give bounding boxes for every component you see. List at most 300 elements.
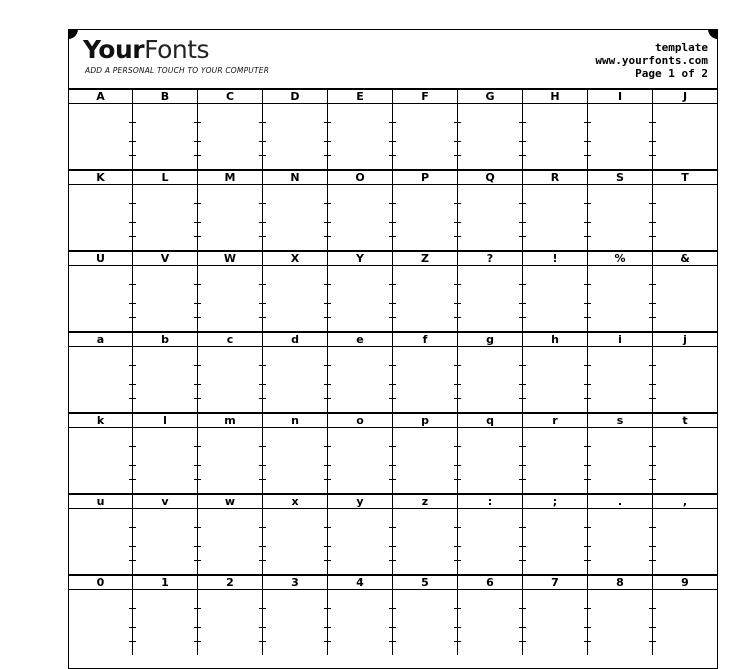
glyph-box	[197, 576, 262, 655]
guideline-tick	[519, 384, 526, 385]
glyph-box	[197, 252, 262, 331]
guideline-tick	[519, 222, 526, 223]
glyph-label: 4	[328, 576, 392, 590]
guideline-tick	[649, 122, 656, 123]
guideline-tick	[259, 465, 266, 466]
guideline-tick	[584, 608, 591, 609]
guideline-tick	[584, 222, 591, 223]
guideline-tick	[324, 608, 331, 609]
glyph-label: y	[328, 495, 392, 509]
glyph-label: e	[328, 333, 392, 347]
guideline-tick	[584, 641, 591, 642]
guideline-tick	[519, 641, 526, 642]
glyph-box	[327, 576, 392, 655]
glyph-label: 2	[198, 576, 262, 590]
guideline-tick	[194, 546, 201, 547]
guideline-tick	[454, 560, 461, 561]
sheet-header	[69, 30, 717, 88]
guideline-tick	[389, 608, 396, 609]
glyph-box	[587, 414, 652, 493]
guideline-tick	[649, 479, 656, 480]
glyph-label: n	[263, 414, 327, 428]
glyph-box	[69, 171, 132, 250]
guideline-tick	[454, 203, 461, 204]
guideline-tick	[259, 546, 266, 547]
glyph-box	[197, 495, 262, 574]
glyph-label: 6	[458, 576, 522, 590]
glyph-label: K	[69, 171, 132, 185]
guideline-tick	[259, 303, 266, 304]
guideline-tick	[519, 608, 526, 609]
guideline-tick	[454, 398, 461, 399]
guideline-tick	[584, 627, 591, 628]
guideline-tick	[389, 398, 396, 399]
glyph-box	[652, 495, 717, 574]
guideline-tick	[324, 317, 331, 318]
glyph-box	[457, 90, 522, 169]
guideline-tick	[324, 384, 331, 385]
guideline-tick	[454, 479, 461, 480]
glyph-box	[522, 333, 587, 412]
glyph-box	[522, 90, 587, 169]
glyph-box	[652, 252, 717, 331]
glyph-box	[652, 576, 717, 655]
guideline-tick	[324, 560, 331, 561]
guideline-tick	[454, 608, 461, 609]
guideline-tick	[389, 303, 396, 304]
guideline-tick	[129, 560, 136, 561]
guideline-tick	[129, 465, 136, 466]
guideline-tick	[649, 560, 656, 561]
glyph-label: g	[458, 333, 522, 347]
glyph-box	[69, 252, 132, 331]
guideline-tick	[649, 527, 656, 528]
glyph-box	[197, 333, 262, 412]
glyph-label: W	[198, 252, 262, 266]
guideline-tick	[324, 236, 331, 237]
character-row	[69, 412, 717, 493]
character-row	[69, 169, 717, 250]
glyph-label: 1	[133, 576, 197, 590]
guideline-tick	[389, 222, 396, 223]
guideline-tick	[389, 560, 396, 561]
glyph-box	[132, 576, 197, 655]
glyph-box	[652, 90, 717, 169]
guideline-tick	[454, 284, 461, 285]
glyph-label: v	[133, 495, 197, 509]
template-label: template	[655, 41, 708, 54]
guideline-tick	[324, 122, 331, 123]
guideline-tick	[194, 479, 201, 480]
guideline-tick	[454, 465, 461, 466]
glyph-box	[652, 414, 717, 493]
guideline-tick	[129, 546, 136, 547]
guideline-tick	[129, 303, 136, 304]
guideline-tick	[129, 317, 136, 318]
guideline-tick	[584, 560, 591, 561]
glyph-label: 3	[263, 576, 327, 590]
guideline-tick	[649, 203, 656, 204]
guideline-tick	[324, 222, 331, 223]
guideline-tick	[519, 303, 526, 304]
guideline-tick	[129, 384, 136, 385]
guideline-tick	[649, 641, 656, 642]
glyph-label: 0	[69, 576, 132, 590]
glyph-box	[457, 252, 522, 331]
guideline-tick	[649, 627, 656, 628]
glyph-box	[327, 252, 392, 331]
guideline-tick	[259, 284, 266, 285]
guideline-tick	[454, 317, 461, 318]
guideline-tick	[324, 465, 331, 466]
glyph-label: G	[458, 90, 522, 104]
glyph-box	[457, 414, 522, 493]
guideline-tick	[194, 222, 201, 223]
glyph-label: E	[328, 90, 392, 104]
guideline-tick	[129, 641, 136, 642]
glyph-box	[652, 171, 717, 250]
glyph-box	[327, 171, 392, 250]
glyph-label: J	[653, 90, 717, 104]
guideline-tick	[259, 141, 266, 142]
guideline-tick	[454, 303, 461, 304]
glyph-label: P	[393, 171, 457, 185]
glyph-label: L	[133, 171, 197, 185]
guideline-tick	[194, 608, 201, 609]
glyph-box	[262, 90, 327, 169]
glyph-label: ,	[653, 495, 717, 509]
guideline-tick	[194, 203, 201, 204]
guideline-tick	[259, 236, 266, 237]
glyph-box	[197, 90, 262, 169]
glyph-label: w	[198, 495, 262, 509]
logo-text-your: Your	[83, 35, 145, 64]
glyph-box	[457, 333, 522, 412]
glyph-box	[262, 576, 327, 655]
glyph-label: N	[263, 171, 327, 185]
glyph-label: I	[588, 90, 652, 104]
guideline-tick	[649, 155, 656, 156]
glyph-box	[327, 333, 392, 412]
glyph-box	[327, 90, 392, 169]
guideline-tick	[649, 384, 656, 385]
guideline-tick	[194, 365, 201, 366]
guideline-tick	[194, 560, 201, 561]
glyph-label: a	[69, 333, 132, 347]
glyph-label: &	[653, 252, 717, 266]
guideline-tick	[194, 384, 201, 385]
guideline-tick	[584, 317, 591, 318]
glyph-box	[522, 171, 587, 250]
glyph-box	[522, 576, 587, 655]
glyph-box	[522, 252, 587, 331]
guideline-tick	[259, 317, 266, 318]
guideline-tick	[194, 141, 201, 142]
guideline-tick	[454, 546, 461, 547]
glyph-label: M	[198, 171, 262, 185]
glyph-box	[392, 171, 457, 250]
glyph-box	[457, 576, 522, 655]
glyph-box	[392, 576, 457, 655]
character-grid	[69, 88, 717, 655]
guideline-tick	[519, 479, 526, 480]
guideline-tick	[389, 365, 396, 366]
guideline-tick	[519, 122, 526, 123]
guideline-tick	[454, 365, 461, 366]
glyph-box	[392, 414, 457, 493]
guideline-tick	[259, 384, 266, 385]
guideline-tick	[649, 236, 656, 237]
guideline-tick	[259, 641, 266, 642]
glyph-label: R	[523, 171, 587, 185]
guideline-tick	[519, 627, 526, 628]
guideline-tick	[324, 398, 331, 399]
guideline-tick	[324, 479, 331, 480]
guideline-tick	[194, 284, 201, 285]
guideline-tick	[649, 317, 656, 318]
guideline-tick	[259, 527, 266, 528]
glyph-label: c	[198, 333, 262, 347]
character-row	[69, 574, 717, 655]
guideline-tick	[389, 203, 396, 204]
glyph-label: s	[588, 414, 652, 428]
glyph-label: z	[393, 495, 457, 509]
glyph-box	[587, 495, 652, 574]
glyph-box	[69, 414, 132, 493]
guideline-tick	[324, 141, 331, 142]
guideline-tick	[324, 527, 331, 528]
glyph-label: ;	[523, 495, 587, 509]
glyph-box	[587, 576, 652, 655]
guideline-tick	[324, 546, 331, 547]
guideline-tick	[194, 398, 201, 399]
guideline-tick	[389, 317, 396, 318]
guideline-tick	[584, 155, 591, 156]
glyph-box	[587, 171, 652, 250]
guideline-tick	[584, 384, 591, 385]
guideline-tick	[194, 317, 201, 318]
glyph-box	[197, 171, 262, 250]
guideline-tick	[454, 527, 461, 528]
guideline-tick	[519, 284, 526, 285]
guideline-tick	[259, 155, 266, 156]
guideline-tick	[454, 155, 461, 156]
glyph-label: p	[393, 414, 457, 428]
guideline-tick	[649, 398, 656, 399]
guideline-tick	[519, 203, 526, 204]
glyph-label: x	[263, 495, 327, 509]
guideline-tick	[324, 641, 331, 642]
guideline-tick	[389, 641, 396, 642]
guideline-tick	[129, 203, 136, 204]
glyph-box	[132, 333, 197, 412]
guideline-tick	[324, 365, 331, 366]
glyph-label: H	[523, 90, 587, 104]
guideline-tick	[389, 479, 396, 480]
guideline-tick	[389, 155, 396, 156]
glyph-label: !	[523, 252, 587, 266]
guideline-tick	[519, 527, 526, 528]
guideline-tick	[519, 317, 526, 318]
template-sheet	[68, 29, 718, 669]
glyph-box	[457, 495, 522, 574]
guideline-tick	[194, 527, 201, 528]
guideline-tick	[649, 303, 656, 304]
glyph-box	[587, 252, 652, 331]
guideline-tick	[454, 122, 461, 123]
guideline-tick	[584, 465, 591, 466]
guideline-tick	[194, 465, 201, 466]
guideline-tick	[454, 446, 461, 447]
glyph-box	[262, 333, 327, 412]
character-row	[69, 331, 717, 412]
guideline-tick	[454, 384, 461, 385]
guideline-tick	[129, 479, 136, 480]
glyph-box	[327, 495, 392, 574]
guideline-tick	[519, 365, 526, 366]
glyph-box	[587, 90, 652, 169]
glyph-box	[652, 333, 717, 412]
guideline-tick	[584, 546, 591, 547]
glyph-label: 8	[588, 576, 652, 590]
guideline-tick	[454, 641, 461, 642]
glyph-box	[69, 495, 132, 574]
guideline-tick	[454, 141, 461, 142]
glyph-label: 7	[523, 576, 587, 590]
guideline-tick	[259, 122, 266, 123]
glyph-box	[132, 90, 197, 169]
glyph-label: d	[263, 333, 327, 347]
guideline-tick	[129, 446, 136, 447]
guideline-tick	[519, 155, 526, 156]
guideline-tick	[259, 398, 266, 399]
glyph-box	[392, 90, 457, 169]
glyph-label: t	[653, 414, 717, 428]
guideline-tick	[129, 365, 136, 366]
glyph-box	[132, 414, 197, 493]
guideline-tick	[584, 446, 591, 447]
glyph-label: j	[653, 333, 717, 347]
guideline-tick	[584, 141, 591, 142]
guideline-tick	[454, 627, 461, 628]
guideline-tick	[129, 527, 136, 528]
guideline-tick	[389, 546, 396, 547]
logo-tagline: ADD A PERSONAL TOUCH TO YOUR COMPUTER	[85, 66, 270, 75]
guideline-tick	[454, 222, 461, 223]
guideline-tick	[259, 222, 266, 223]
character-row	[69, 250, 717, 331]
guideline-tick	[389, 446, 396, 447]
guideline-tick	[584, 479, 591, 480]
glyph-label: Q	[458, 171, 522, 185]
guideline-tick	[584, 236, 591, 237]
guideline-tick	[324, 446, 331, 447]
glyph-box	[197, 414, 262, 493]
guideline-tick	[454, 236, 461, 237]
guideline-tick	[584, 527, 591, 528]
character-row	[69, 493, 717, 574]
guideline-tick	[519, 560, 526, 561]
character-row	[69, 88, 717, 169]
glyph-label: T	[653, 171, 717, 185]
glyph-box	[392, 333, 457, 412]
glyph-label: C	[198, 90, 262, 104]
guideline-tick	[519, 446, 526, 447]
glyph-box	[392, 252, 457, 331]
guideline-tick	[324, 284, 331, 285]
guideline-tick	[649, 608, 656, 609]
glyph-box	[392, 495, 457, 574]
guideline-tick	[519, 465, 526, 466]
guideline-tick	[389, 236, 396, 237]
guideline-tick	[259, 446, 266, 447]
guideline-tick	[519, 398, 526, 399]
glyph-box	[132, 171, 197, 250]
guideline-tick	[584, 122, 591, 123]
glyph-label: u	[69, 495, 132, 509]
glyph-label: h	[523, 333, 587, 347]
guideline-tick	[389, 384, 396, 385]
guideline-tick	[584, 365, 591, 366]
guideline-tick	[389, 527, 396, 528]
glyph-label: S	[588, 171, 652, 185]
glyph-label: X	[263, 252, 327, 266]
guideline-tick	[324, 203, 331, 204]
glyph-box	[69, 90, 132, 169]
glyph-box	[262, 414, 327, 493]
guideline-tick	[649, 546, 656, 547]
glyph-label: O	[328, 171, 392, 185]
yourfonts-logo	[83, 36, 209, 64]
guideline-tick	[649, 284, 656, 285]
glyph-label: o	[328, 414, 392, 428]
glyph-box	[587, 333, 652, 412]
glyph-label: Y	[328, 252, 392, 266]
guideline-tick	[584, 303, 591, 304]
guideline-tick	[194, 236, 201, 237]
glyph-label: D	[263, 90, 327, 104]
glyph-label: .	[588, 495, 652, 509]
guideline-tick	[259, 627, 266, 628]
guideline-tick	[129, 122, 136, 123]
guideline-tick	[649, 141, 656, 142]
glyph-label: B	[133, 90, 197, 104]
glyph-label: b	[133, 333, 197, 347]
glyph-label: k	[69, 414, 132, 428]
guideline-tick	[519, 141, 526, 142]
glyph-label: q	[458, 414, 522, 428]
glyph-box	[69, 333, 132, 412]
glyph-box	[69, 576, 132, 655]
glyph-box	[132, 252, 197, 331]
guideline-tick	[194, 627, 201, 628]
glyph-box	[262, 252, 327, 331]
guideline-tick	[129, 141, 136, 142]
guideline-tick	[389, 122, 396, 123]
glyph-label: m	[198, 414, 262, 428]
guideline-tick	[129, 627, 136, 628]
guideline-tick	[194, 303, 201, 304]
guideline-tick	[584, 398, 591, 399]
guideline-tick	[129, 398, 136, 399]
glyph-label: :	[458, 495, 522, 509]
guideline-tick	[324, 303, 331, 304]
guideline-tick	[649, 222, 656, 223]
guideline-tick	[194, 641, 201, 642]
glyph-box	[327, 414, 392, 493]
glyph-box	[457, 171, 522, 250]
glyph-box	[522, 495, 587, 574]
